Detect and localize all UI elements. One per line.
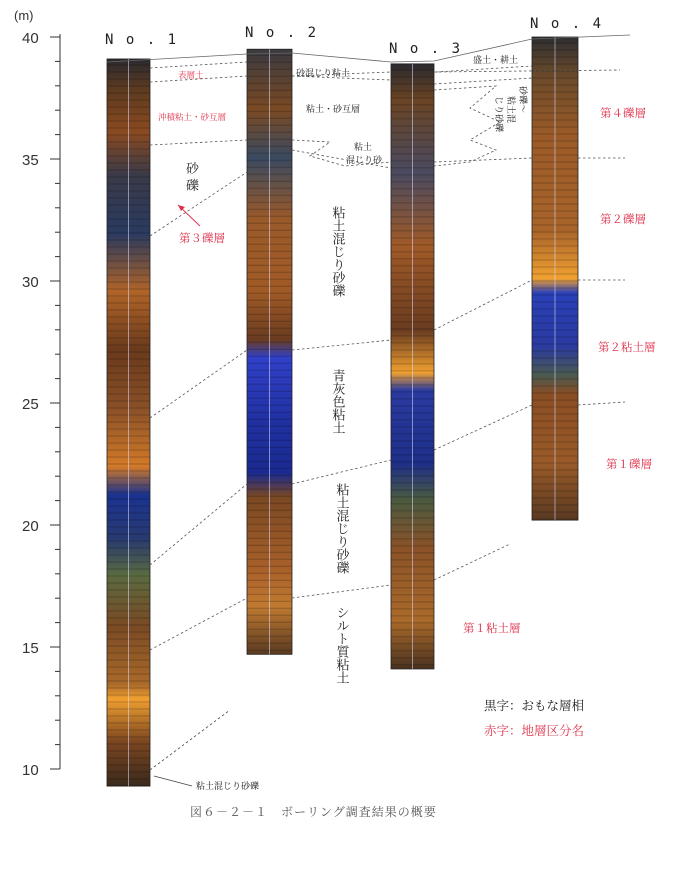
axis-tick-label: 35	[22, 152, 39, 169]
core-no1	[105, 32, 178, 786]
label-hyousoudo: 表層土	[178, 71, 204, 81]
axis-tick-label: 40	[22, 30, 39, 47]
legend	[484, 698, 584, 738]
borehole-cores	[105, 16, 603, 786]
label-nendo-majiri-2: じり砂礫	[493, 96, 503, 133]
core-title: N o . 2	[245, 25, 319, 41]
axis-tick-label: 30	[22, 274, 39, 291]
axis-tick-label: 10	[22, 762, 39, 779]
figure-caption: 図６－２－１ ボーリング調査結果の概要	[190, 805, 437, 819]
axis-tick-label: 20	[22, 518, 39, 535]
label-sareki-b: 礫	[186, 179, 200, 194]
facies-labels-vertical	[330, 205, 350, 684]
label-clay-mix-1: 粘土	[354, 143, 373, 153]
vlabel-nk2: 粘土混じり砂礫	[333, 483, 349, 574]
core-no4	[530, 16, 603, 520]
label-sareki-a: 砂	[186, 162, 200, 177]
depth-axis	[14, 8, 60, 779]
axis-unit-label: (m)	[14, 8, 34, 23]
bottom-label-pointer	[154, 776, 192, 786]
label-chuseki: 沖積粘土・砂互層	[158, 113, 227, 123]
core-title: N o . 1	[105, 32, 179, 48]
label-bottom-gravel: 粘土混じり砂礫	[196, 782, 260, 792]
axis-tick-label: 15	[22, 640, 39, 657]
label-clay-mix-2: 混じり砂	[346, 156, 383, 166]
label-dai3: 第３礫層	[179, 231, 225, 245]
label-dai1-nendo: 第１粘土層	[463, 621, 521, 635]
label-dai1-reki: 第１礫層	[606, 457, 652, 471]
axis-tick-label: 25	[22, 396, 39, 413]
label-dai4: 第４礫層	[600, 106, 646, 120]
label-sareki-to: 砂礫～	[517, 86, 527, 114]
core-no2	[245, 25, 318, 654]
core-title: N o . 4	[530, 16, 604, 32]
label-nendo-majiri-1: 粘土混	[505, 96, 515, 124]
core-title: N o . 3	[389, 41, 463, 57]
core-no3	[389, 41, 462, 669]
label-sand-clay: 砂混じり粘土	[296, 69, 351, 79]
label-dai2-reki: 第２礫層	[600, 212, 646, 226]
vlabel-silt: シルト質粘土	[333, 606, 349, 684]
label-dai2-nendo: 第２粘土層	[598, 340, 656, 354]
vlabel-aoi: 青灰色粘土	[329, 369, 345, 434]
label-clay-sand: 粘土・砂互層	[306, 105, 361, 115]
vlabel-nk1: 粘土混じり砂礫	[329, 206, 345, 297]
legend-black: 黒字：おもな層相	[484, 698, 585, 713]
label-moritsuchi: 盛土・耕土	[473, 56, 519, 66]
facies-labels-black	[186, 54, 529, 792]
axis-ticks	[22, 30, 60, 779]
legend-red: 赤字：地層区分名	[484, 723, 585, 738]
